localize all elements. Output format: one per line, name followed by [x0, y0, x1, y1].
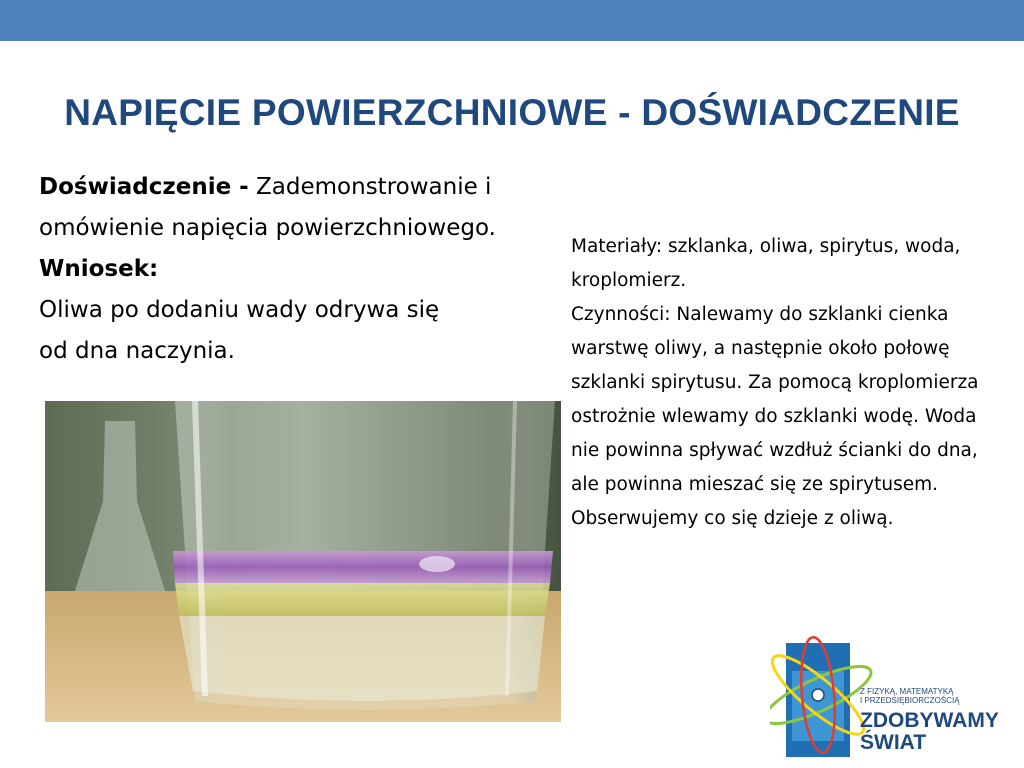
experiment-block	[39, 167, 559, 372]
actions-text: Czynności: Nalewamy do szklanki cienka warstwę oliwy, a następnie około połowę szklanki spirytusu. Za pomocą kroplomierza ostrożnie wlewamy do szklanki wodę. Woda nie powinna spływać wzdłuż ścianki do dna, ale powinna mieszać się ze spirytusem. Obserwujemy co się dzieje z oliwą.	[571, 304, 979, 529]
conclusion-label: Wniosek:	[39, 256, 159, 282]
logo-title-2: ŚWIAT	[860, 731, 927, 754]
materials-text: Materiały: szklanka, oliwa, spirytus, woda, kroplomierz.	[571, 236, 961, 291]
conclusion-text: Oliwa po dodaniu wady odrywa się od dna naczynia.	[39, 297, 440, 364]
top-accent-bar	[0, 0, 1024, 41]
logo-title-1: ZDOBYWAMY	[860, 709, 999, 732]
experiment-text: Zademonstrowanie i omówienie napięcia powierzchniowego.	[39, 174, 496, 241]
experiment-label: Doświadczenie -	[39, 174, 249, 200]
logo-tagline-1: Z FIZYKĄ, MATEMATYKĄ	[860, 687, 954, 696]
glass-with-liquid-layers-photo	[45, 401, 561, 722]
procedure-block	[571, 230, 991, 536]
atom-orbit-logo	[770, 625, 1024, 765]
slide-title: NAPIĘCIE POWIERZCHNIOWE - DOŚWIADCZENIE	[64, 92, 960, 133]
logo-tagline-2: I PRZEDSIĘBIORCZOŚCIĄ	[860, 696, 960, 705]
